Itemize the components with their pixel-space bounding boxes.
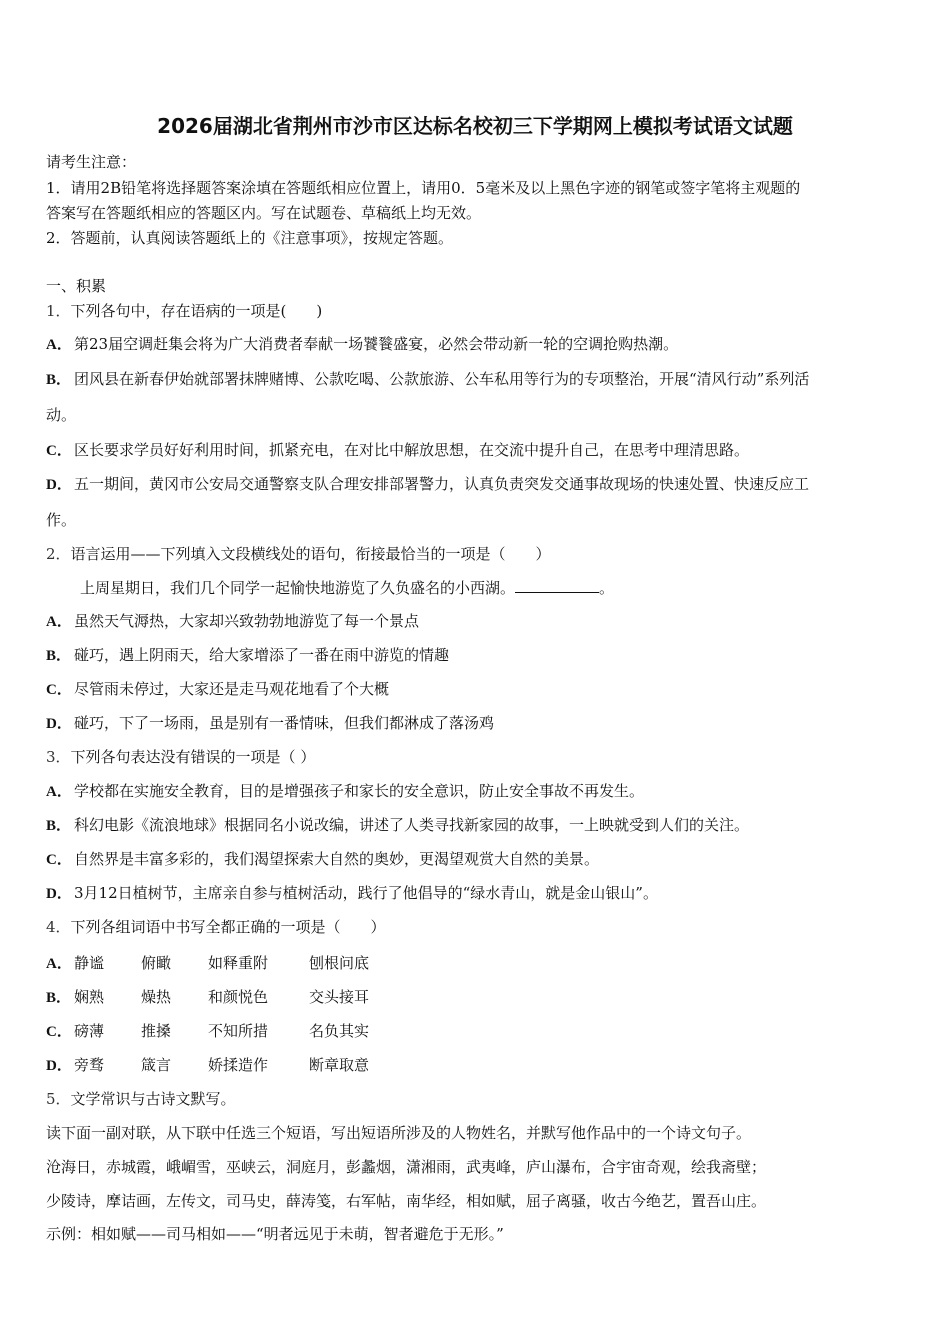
passage-end: 。	[599, 579, 615, 597]
notice-heading: 请考生注意：	[46, 153, 137, 171]
option-text: 碰巧，下了一场雨，虽是别有一番情味，但我们都淋成了落汤鸡	[74, 714, 495, 732]
option-label: B．	[46, 372, 72, 388]
option-label: D．	[46, 477, 72, 493]
option-text: 科幻电影《流浪地球》根据同名小说改编，讲述了人类寻找新家园的故事，一上映就受到人们的关注。	[74, 816, 750, 834]
word-cell: 和颜悦色	[208, 988, 269, 1006]
question-2-option-c	[46, 679, 389, 700]
question-1-stem	[46, 301, 322, 321]
option-text: 虽然天气溽热，大家却兴致勃勃地游览了每一个景点	[74, 612, 420, 630]
page-title: 2026届湖北省荆州市沙市区达标名校初三下学期网上模拟考试语文试题	[157, 114, 793, 138]
question-number: 1．	[46, 302, 71, 320]
option-label: A．	[46, 956, 72, 972]
question-4-option-a	[46, 953, 369, 974]
word-cell: 如释重附	[208, 954, 269, 972]
option-text: 五一期间，黄冈市公安局交通警察支队合理安排部署警力，认真负责突发交通事故现场的快速处置、快速反应工	[74, 475, 810, 493]
question-number: 4．	[46, 918, 71, 936]
question-text: 文学常识与古诗文默写。	[70, 1090, 236, 1108]
question-number: 5．	[46, 1090, 71, 1108]
word-cell: 娇揉造作	[208, 1056, 269, 1074]
section-heading: 一、积累	[46, 277, 107, 295]
question-3-option-d	[46, 883, 658, 904]
answer-blank	[515, 578, 599, 593]
notice-item-1-line-1: 1．请用2B铅笔将选择题答案涂填在答题纸相应位置上，请用0．5毫米及以上黑色字迹的钢笔或签字笔将主观题的	[46, 179, 801, 197]
couplet-lower: 少陵诗，摩诘画，左传文，司马史，薛涛笺，右军帖，南华经，相如赋，屈子离骚，收古今绝艺，置吾山庄。	[46, 1192, 767, 1210]
question-1-option-b-cont: 动。	[46, 406, 77, 424]
question-number: 2．	[46, 545, 71, 563]
word-cell: 旁骛	[74, 1056, 105, 1074]
question-2-option-d	[46, 713, 494, 734]
question-4-option-d	[46, 1055, 369, 1076]
question-4-option-b	[46, 987, 369, 1008]
option-label: C．	[46, 1024, 72, 1040]
question-text: 下列各组词语中书写全都正确的一项是（ ）	[70, 918, 386, 936]
question-text: 下列各句中，存在语病的一项是( )	[70, 302, 323, 320]
question-1-option-d-cont: 作。	[46, 511, 77, 529]
question-text: 语言运用——下列填入文段横线处的语句，衔接最恰当的一项是（ ）	[70, 545, 551, 563]
question-5-stem	[46, 1089, 236, 1109]
option-label: B．	[46, 648, 72, 664]
word-cell: 俯瞰	[141, 954, 172, 972]
word-cell: 推搡	[141, 1022, 172, 1040]
option-label: D．	[46, 716, 72, 732]
question-text: 下列各句表达没有错误的一项是（ ）	[70, 748, 316, 766]
option-label: C．	[46, 852, 72, 868]
notice-item-2: 2．答题前，认真阅读答题纸上的《注意事项》，按规定答题。	[46, 229, 454, 247]
question-1-option-c	[46, 440, 749, 461]
notice-item-1-line-2: 答案写在答题纸相应的答题区内。写在试题卷、草稿纸上均无效。	[46, 204, 482, 222]
word-cell: 磅薄	[74, 1022, 105, 1040]
option-label: B．	[46, 818, 72, 834]
question-1-option-a	[46, 334, 678, 355]
option-label: C．	[46, 682, 72, 698]
question-2-stem	[46, 544, 551, 564]
passage-text: 上周星期日，我们几个同学一起愉快地游览了久负盛名的小西湖。	[80, 579, 516, 597]
option-text: 区长要求学员好好利用时间，抓紧充电，在对比中解放思想，在交流中提升自己，在思考中理清思路。	[74, 441, 750, 459]
word-cell: 断章取意	[309, 1056, 370, 1074]
question-5-instruction: 读下面一副对联，从下联中任选三个短语，写出短语所涉及的人物姓名，并默写他作品中的一个诗文句子。	[46, 1124, 752, 1142]
question-2-option-a	[46, 611, 419, 632]
word-cell: 刨根问底	[309, 954, 370, 972]
question-3-option-a	[46, 781, 644, 802]
option-text: 学校都在实施安全教育，目的是增强孩子和家长的安全意识，防止安全事故不再发生。	[74, 782, 645, 800]
option-text: 团风县在新春伊始就部署抹牌赌博、公款吃喝、公款旅游、公车私用等行为的专项整治，开展“清风行动”系列活	[74, 370, 810, 388]
question-1-option-b	[46, 369, 809, 390]
question-3-option-b	[46, 815, 749, 836]
question-5-example: 示例：相如赋——司马相如——“明者远见于未萌，智者避危于无形。”	[46, 1225, 504, 1243]
option-text: 第23届空调赶集会将为广大消费者奉献一场饕餮盛宴，必然会带动新一轮的空调抢购热潮。	[74, 335, 679, 353]
option-label: B．	[46, 990, 72, 1006]
option-label: D．	[46, 886, 72, 902]
option-label: D．	[46, 1058, 72, 1074]
question-3-stem	[46, 747, 315, 767]
option-label: A．	[46, 784, 72, 800]
option-text: 3月12日植树节，主席亲自参与植树活动，践行了他倡导的“绿水青山，就是金山银山”。	[74, 884, 658, 902]
question-number: 3．	[46, 748, 71, 766]
word-cell: 交头接耳	[309, 988, 370, 1006]
word-cell: 名负其实	[309, 1022, 370, 1040]
option-text: 碰巧，遇上阴雨天，给大家增添了一番在雨中游览的情趣	[74, 646, 450, 664]
word-cell: 不知所措	[208, 1022, 269, 1040]
option-text: 自然界是丰富多彩的，我们渴望探索大自然的奥妙，更渴望观赏大自然的美景。	[74, 850, 600, 868]
question-2-option-b	[46, 645, 449, 666]
question-4-stem	[46, 917, 386, 937]
option-label: C．	[46, 443, 72, 459]
option-text: 尽管雨未停过，大家还是走马观花地看了个大概	[74, 680, 390, 698]
word-cell: 燥热	[141, 988, 172, 1006]
word-cell: 静谧	[74, 954, 105, 972]
couplet-upper: 沧海日，赤城霞，峨嵋雪，巫峡云，洞庭月，彭蠡烟，潇湘雨，武夷峰，庐山瀑布，合宇宙奇观，绘我斋壁；	[46, 1158, 767, 1176]
option-label: A．	[46, 614, 72, 630]
option-label: A．	[46, 337, 72, 353]
question-2-passage	[80, 578, 614, 598]
word-cell: 娴熟	[74, 988, 105, 1006]
question-3-option-c	[46, 849, 599, 870]
word-cell: 箴言	[141, 1056, 172, 1074]
question-1-option-d	[46, 474, 809, 495]
question-4-option-c	[46, 1021, 369, 1042]
